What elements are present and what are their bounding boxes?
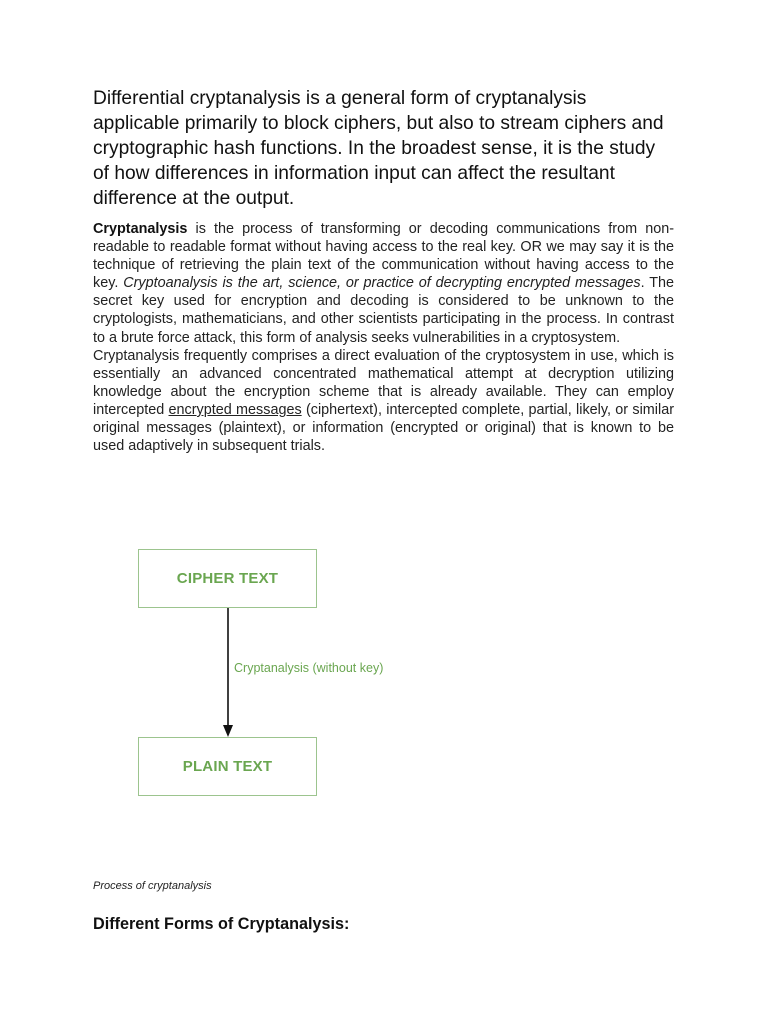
cryptanalysis-definition-paragraph — [93, 220, 674, 347]
plain-text-box: PLAIN TEXT — [138, 737, 317, 796]
section-heading: Different Forms of Cryptanalysis: — [93, 915, 350, 933]
cryptanalysis-evaluation-paragraph — [93, 347, 674, 456]
definition-italic-text: Cryptoanalysis is the art, science, or practice of decrypting encrypted messages — [123, 275, 641, 292]
cryptanalysis-term: Cryptanalysis — [93, 221, 188, 237]
evaluation-text-part1: Cryptanalysis frequently comprises a direct evaluation of the cryptosystem in use, which is essentially an advanced concentrated mathematical attempt at decryption utilizing knowledge about the encryption scheme that is already available. They can employ intercepted — [93, 347, 674, 418]
arrow-label: Cryptanalysis (without key) — [234, 661, 384, 675]
intro-paragraph: Differential cryptanalysis is a general form of cryptanalysis applicable primarily to block ciphers, but also to stream ciphers and cryptographic hash functions. In the broadest sense, it is the study of how differences in information input can affect the resultant difference at the output. — [93, 88, 664, 209]
body-text — [93, 220, 674, 455]
cipher-text-box: CIPHER TEXT — [138, 549, 317, 608]
evaluation-text-part2: (ciphertext), intercepted complete, partial, likely, or similar original messages (plaintext), or information (encrypted or original) that is known to be used adaptively in subsequent trials. — [93, 401, 674, 455]
encrypted-messages-link[interactable]: encrypted messages — [168, 401, 302, 418]
definition-text-part1: is the process of transforming or decoding communications from non-readable to readable format without having access to the real key. OR we may say it is the technique of retrieving the plain text of the communication without having access to the key. — [93, 221, 674, 292]
figure-caption: Process of cryptanalysis — [93, 880, 212, 892]
definition-text-part2: . The secret key used for encryption and decoding is considered to be unknown to the cryptologists, mathematicians, and other scientists participating in the process. In contrast to a brute force attack, this form of analysis seeks vulnerabilities in a cryptosystem. — [93, 275, 674, 346]
